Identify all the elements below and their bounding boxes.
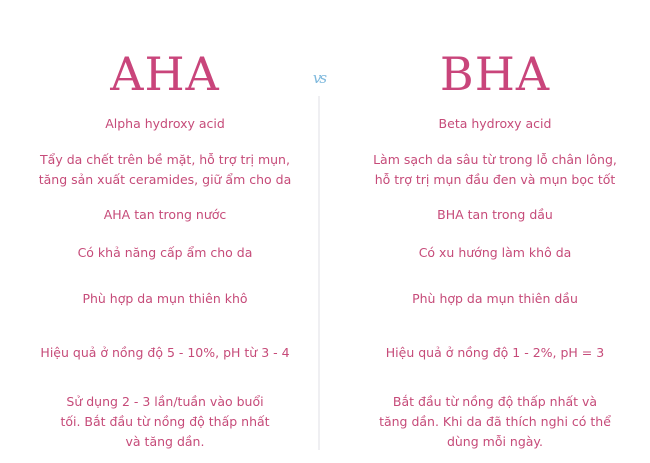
aha-column bbox=[15, 0, 315, 463]
aha-usage bbox=[15, 392, 315, 452]
vs-label: vs bbox=[312, 69, 326, 87]
aha-description-line: Tẩy da chết trên bề mặt, hỗ trợ trị mụn, bbox=[40, 152, 290, 167]
aha-effect: Có khả năng cấp ẩm cho da bbox=[77, 245, 253, 260]
bha-concentration: Hiệu quả ở nồng độ 1 - 2%, pH = 3 bbox=[385, 345, 605, 360]
aha-skin-type: Phù hợp da mụn thiên khô bbox=[82, 291, 248, 306]
aha-concentration: Hiệu quả ở nồng độ 5 - 10%, pH từ 3 - 4 bbox=[40, 345, 290, 360]
bha-effect: Có xu hướng làm khô da bbox=[418, 245, 572, 260]
aha-description bbox=[15, 150, 315, 190]
bha-heading: BHA bbox=[439, 47, 551, 101]
bha-solubility: BHA tan trong dầu bbox=[437, 207, 553, 222]
bha-subtitle: Beta hydroxy acid bbox=[438, 116, 552, 131]
aha-usage-line: và tăng dần. bbox=[125, 434, 205, 449]
column-divider bbox=[318, 96, 320, 450]
bha-usage bbox=[345, 392, 645, 452]
aha-heading: AHA bbox=[110, 47, 220, 101]
bha-usage-line: dùng mỗi ngày. bbox=[446, 434, 544, 449]
aha-solubility: AHA tan trong nước bbox=[103, 207, 227, 222]
aha-usage-line: tối. Bắt đầu từ nồng độ thấp nhất bbox=[60, 414, 270, 429]
bha-column bbox=[345, 0, 645, 463]
bha-description-line: hỗ trợ trị mụn đầu đen và mụn bọc tốt bbox=[374, 172, 616, 187]
bha-usage-line: Bắt đầu từ nồng độ thấp nhất và bbox=[392, 394, 598, 409]
bha-description bbox=[345, 150, 645, 190]
aha-subtitle: Alpha hydroxy acid bbox=[105, 116, 225, 131]
bha-description-line: Làm sạch da sâu từ trong lỗ chân lông, bbox=[373, 152, 617, 167]
aha-usage-line: Sử dụng 2 - 3 lần/tuần vào buổi bbox=[66, 394, 264, 409]
bha-skin-type: Phù hợp da mụn thiên dầu bbox=[412, 291, 578, 306]
aha-description-line: tăng sản xuất ceramides, giữ ẩm cho da bbox=[38, 172, 292, 187]
bha-usage-line: tăng dần. Khi da đã thích nghi có thể bbox=[379, 414, 611, 429]
